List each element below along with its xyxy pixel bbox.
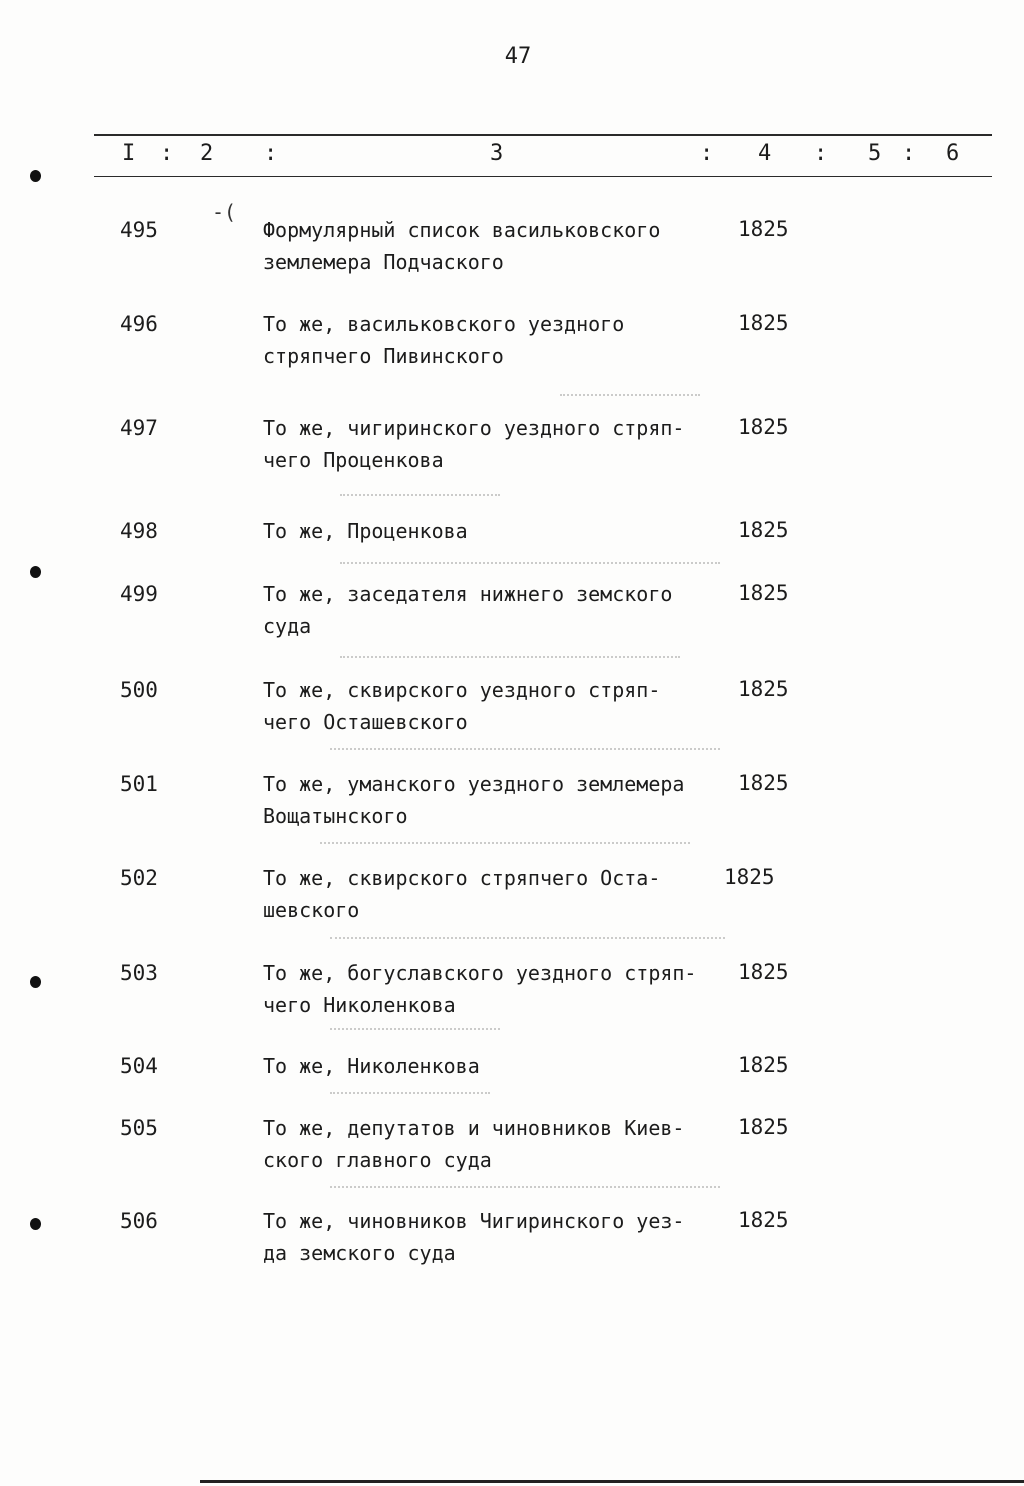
entry-year: 1825 [738,1208,789,1232]
entry-title: То же, Проценкова [263,519,468,543]
table-top-rule [94,134,992,136]
header-col-4: 4 [758,141,772,166]
entry-number: 495 [120,218,158,242]
header-separator: : [264,141,278,166]
entry-year: 1825 [738,581,789,605]
entry-number: 497 [120,416,158,440]
entry-year: 1825 [738,217,789,241]
entry-title: То же, Николенкова [263,1054,480,1078]
entry-year: 1825 [738,960,789,984]
entry-title: То же, сквирского стряпчего Оста- шевского [263,866,661,922]
entry-number: 498 [120,519,158,543]
header-col-6: 6 [946,141,960,166]
entry-title: То же, сквирского уездного стряп- чего Осташевского [263,678,661,734]
row-separator-dots [560,394,700,402]
header-col-1: I [122,141,136,166]
row-separator-dots [340,562,720,570]
entry-year: 1825 [738,677,789,701]
row-separator-dots [330,937,725,945]
entry-title: То же, богуславского уездного стряп- чего Николенкова [263,961,697,1017]
punch-hole-mark [30,566,41,578]
page-number: 47 [504,44,532,69]
row-separator-dots [320,842,690,850]
header-separator: : [814,141,828,166]
entry-title: То же, чигиринского уездного стряп- чего Проценкова [263,416,685,472]
entry-number: 506 [120,1209,158,1233]
entry-number: 496 [120,312,158,336]
header-separator: : [160,141,174,166]
header-col-5: 5 [868,141,882,166]
punch-hole-mark [30,170,41,182]
row-separator-dots [330,1028,500,1036]
entry-year: 1825 [738,311,789,335]
entry-year: 1825 [738,518,789,542]
punch-hole-mark [30,1218,41,1230]
entry-number: 499 [120,582,158,606]
entry-title: То же, чиновников Чигиринского уез- да земского суда [263,1209,685,1265]
entry-year: 1825 [738,771,789,795]
entry-number: 501 [120,772,158,796]
entry-year: 1825 [724,865,775,889]
entry-title: То же, депутатов и чиновников Киев- ского главного суда [263,1116,685,1172]
row-separator-dots [330,748,720,756]
bottom-edge-rule [200,1480,1024,1483]
entry-year: 1825 [738,1053,789,1077]
entry-number: 505 [120,1116,158,1140]
entry-number: 502 [120,866,158,890]
entry-number: 500 [120,678,158,702]
entry-number: 503 [120,961,158,985]
row-separator-dots [330,1186,720,1194]
entry-title: То же, васильковского уездного стряпчего Пивинского [263,312,625,368]
entry-title: Формулярный список васильковского землемера Подчаского [263,218,661,274]
entry-year: 1825 [738,415,789,439]
header-separator: : [700,141,714,166]
header-separator: : [902,141,916,166]
row-separator-dots [340,494,500,502]
header-col-3: 3 [490,141,504,166]
punch-hole-mark [30,976,41,988]
margin-check-mark: -( [212,200,237,224]
row-separator-dots [340,656,680,664]
entry-year: 1825 [738,1115,789,1139]
entry-title: То же, заседателя нижнего земского суда [263,582,673,638]
table-header-underline [94,176,992,177]
entry-number: 504 [120,1054,158,1078]
entry-title: То же, уманского уездного землемера Вощатынского [263,772,685,828]
header-col-2: 2 [200,141,214,166]
row-separator-dots [330,1092,490,1100]
